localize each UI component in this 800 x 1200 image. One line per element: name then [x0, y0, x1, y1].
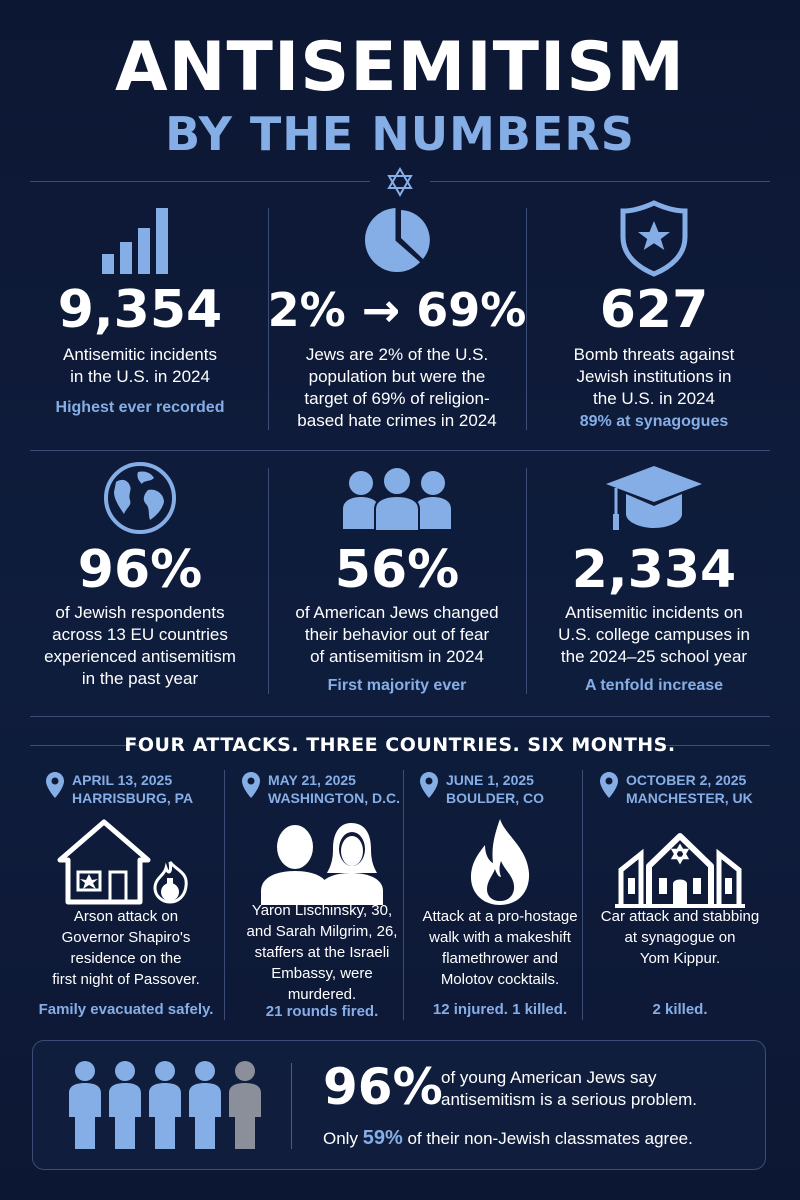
stat-note: 89% at synagogues — [579, 413, 729, 430]
callout-text: of young American Jews say antisemitism is a serious problem. — [441, 1068, 698, 1109]
attack-note: Family evacuated safely. — [38, 1001, 214, 1018]
page-title: ANTISEMITISM — [115, 28, 685, 107]
page-subtitle: BY THE NUMBERS — [165, 107, 635, 161]
stat-description: Bomb threats against Jewish institutions in the U.S. in 2024 — [573, 345, 735, 408]
attack-divider — [224, 770, 225, 1020]
attack-place: WASHINGTON, D.C. — [268, 790, 400, 806]
title-divider-left — [30, 181, 370, 182]
bar-chart-icon — [10, 200, 270, 280]
flame-icon — [410, 812, 590, 912]
person-figure — [109, 1061, 141, 1149]
people-icon — [267, 458, 527, 538]
grid-divider — [30, 450, 770, 451]
attack-manchester — [590, 770, 770, 1030]
attack-description: Yaron Lischinsky, 30, and Sarah Milgrim, 26, staffers at the Israeli Embassy, were murdered. — [246, 902, 398, 1003]
synagogue-icon — [590, 812, 770, 912]
stat-description: Antisemitic incidents on U.S. college campuses in the 2024–25 school year — [558, 603, 750, 666]
pie-chart-icon — [267, 200, 527, 280]
attack-date: MAY 21, 2025 — [268, 772, 356, 788]
attack-place: BOULDER, CO — [446, 790, 544, 806]
attack-place: MANCHESTER, UK — [626, 790, 753, 806]
attack-description: Car attack and stabbing at synagogue on Yom Kippur. — [600, 908, 760, 967]
attack-place: HARRISBURG, PA — [72, 790, 194, 806]
stat-number: 96% — [77, 540, 203, 600]
attack-date: APRIL 13, 2025 — [72, 772, 173, 788]
grid-divider — [30, 716, 770, 717]
people-row-icon — [65, 1059, 265, 1151]
callout-divider — [291, 1063, 292, 1149]
callout-comparison — [323, 1127, 693, 1150]
stat-number: 627 — [599, 280, 709, 340]
person-figure — [149, 1061, 181, 1149]
location-pin-icon — [600, 772, 618, 798]
attack-note: 12 injured. 1 killed. — [432, 1001, 568, 1018]
stat-number: 2,334 — [571, 540, 737, 600]
stat-number: 56% — [334, 540, 460, 600]
stat-description: Jews are 2% of the U.S. population but were the target of 69% of religion- based hate crimes in 2024 — [297, 345, 497, 430]
attack-washington — [232, 770, 412, 1030]
attacks-heading: FOUR ATTACKS. THREE COUNTRIES. SIX MONTHS. — [124, 734, 676, 756]
stat-description: Antisemitic incidents in the U.S. in 2024 — [62, 345, 217, 386]
stat-description: of Jewish respondents across 13 EU countries experienced antisemitism in the past year — [44, 603, 236, 688]
attack-date: JUNE 1, 2025 — [446, 772, 534, 788]
young-jews-callout — [32, 1040, 766, 1170]
comparison-suffix: of their non-Jewish classmates agree. — [407, 1129, 693, 1148]
title-divider-right — [430, 181, 770, 182]
attack-description: Attack at a pro-hostage walk with a makeshift flamethrower and Molotov cocktails. — [422, 908, 578, 988]
stat-note: A tenfold increase — [584, 677, 724, 694]
attack-note: 21 rounds fired. — [265, 1003, 379, 1020]
stat-number: 2% → 69% — [267, 283, 527, 337]
attack-boulder — [410, 770, 590, 1030]
burning-house-icon — [36, 812, 216, 912]
star-of-david-icon — [384, 166, 416, 198]
attack-description: Arson attack on Governor Shapiro's residence on the first night of Passover. — [52, 908, 200, 988]
stat-description: of American Jews changed their behavior out of fear of antisemitism in 2024 — [295, 603, 499, 666]
attack-note: 2 killed. — [652, 1001, 708, 1018]
shield-star-icon — [524, 198, 784, 278]
comparison-prefix: Only — [323, 1129, 358, 1148]
person-figure — [189, 1061, 221, 1149]
comparison-percent: 59% — [362, 1127, 403, 1149]
stat-number: 9,354 — [57, 280, 223, 340]
location-pin-icon — [420, 772, 438, 798]
location-pin-icon — [46, 772, 64, 798]
callout-percent: 96% — [323, 1058, 443, 1116]
attack-date: OCTOBER 2, 2025 — [626, 772, 747, 788]
globe-icon — [10, 458, 270, 538]
person-figure — [69, 1061, 101, 1149]
couple-icon — [232, 812, 412, 912]
attack-harrisburg — [36, 770, 216, 1030]
stat-note: Highest ever recorded — [55, 399, 225, 416]
stat-note: First majority ever — [327, 677, 467, 694]
graduation-cap-icon — [524, 458, 784, 538]
person-figure — [229, 1061, 261, 1149]
location-pin-icon — [242, 772, 260, 798]
